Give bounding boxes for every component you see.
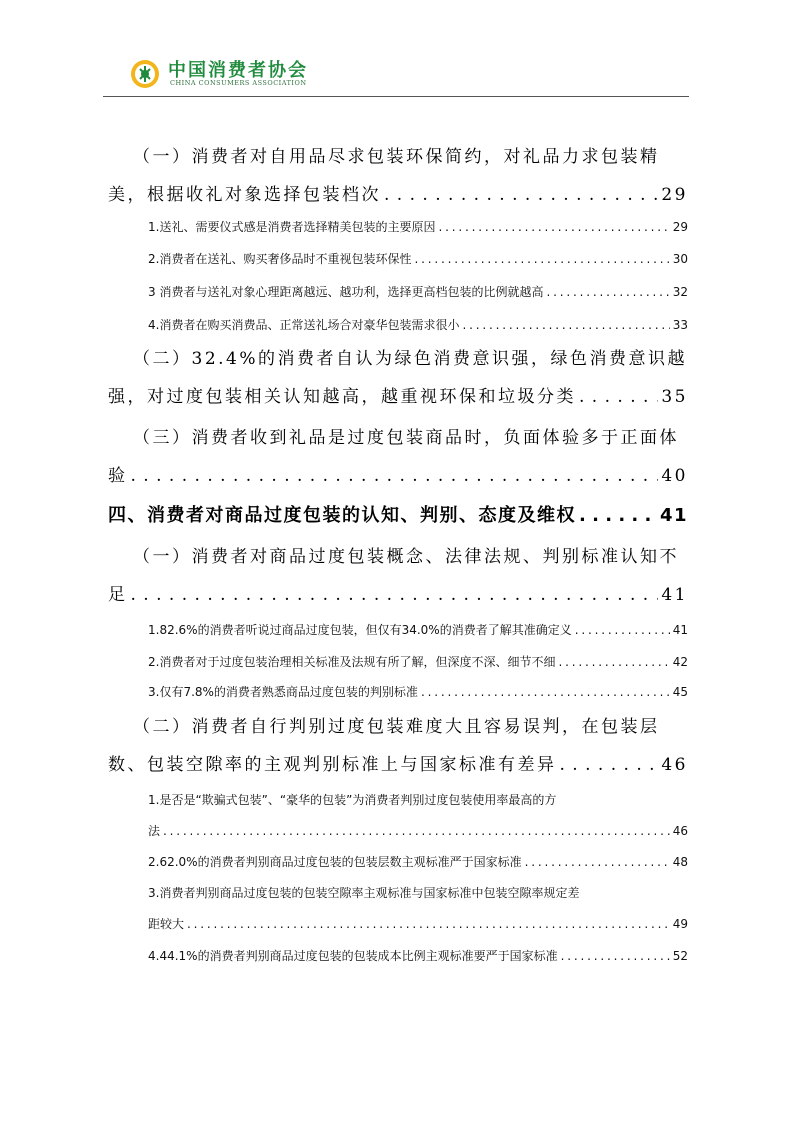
toc-page-number: 42 <box>672 655 688 669</box>
dot-leader <box>575 623 670 637</box>
dot-leader <box>579 387 658 407</box>
toc-entry-label: 1.82.6%的消费者听说过商品过度包装，但仅有34.0%的消费者了解其准确定义 <box>148 623 572 637</box>
toc-subentry[interactable] <box>148 621 688 638</box>
toc-chapter-4[interactable] <box>108 501 688 527</box>
dot-leader <box>187 917 670 931</box>
toc-subentry[interactable] <box>148 283 688 300</box>
dot-leader <box>421 685 670 699</box>
toc-subentry[interactable] <box>148 683 688 700</box>
toc-entry-label: 3 消费者与送礼对象心理距离越远、越功利，选择更高档包装的比例就越高 <box>148 285 544 299</box>
toc-entry-3-1[interactable] <box>108 180 688 205</box>
toc-entry-3-2-line1[interactable]: （二）32.4%的消费者自认为绿色消费意识强，绿色消费意识越 <box>133 349 688 369</box>
toc-entry-4-1[interactable] <box>108 580 688 605</box>
toc-page-number: 29 <box>661 185 688 205</box>
toc-subentry[interactable] <box>148 822 688 839</box>
dot-leader <box>462 318 669 332</box>
toc-subentry-line1[interactable]: 1.是否是“欺骗式包装”、“豪华的包装”为消费者判别过度包装使用率最高的方 <box>148 793 557 807</box>
toc-page-number: 33 <box>672 318 688 332</box>
toc-entry-label: 2.消费者对于过度包装治理相关标准及法规有所了解，但深度不深、细节不细 <box>148 655 556 669</box>
toc-subentry[interactable] <box>148 316 688 333</box>
dot-leader <box>561 949 670 963</box>
toc-entry-3-2[interactable] <box>108 382 688 407</box>
toc-entry-label: 强，对过度包装相关认知越高，越重视环保和垃圾分类 <box>108 387 576 407</box>
toc-entry-label: 美，根据收礼对象选择包装档次 <box>108 185 381 205</box>
toc-entry-label: 4.消费者在购买消费品、正常送礼场合对豪华包装需求很小 <box>148 318 460 332</box>
toc-page-number: 30 <box>672 252 688 266</box>
toc-entry-label: 3.仅有7.8%的消费者熟悉商品过度包装的判别标准 <box>148 685 418 699</box>
toc-entry-4-2[interactable] <box>108 750 688 775</box>
toc-entry-label: 足 <box>108 585 128 605</box>
dot-leader <box>560 755 659 775</box>
toc-subentry[interactable] <box>148 915 688 932</box>
toc-page-number: 32 <box>672 285 688 299</box>
toc-entry-label: 4.44.1%的消费者判别商品过度包装的包装成本比例主观标准要严于国家标准 <box>148 949 558 963</box>
org-name-cn: 中国消费者协会 <box>168 60 308 81</box>
toc-page-number: 46 <box>672 824 688 838</box>
toc-page-number: 41 <box>672 623 688 637</box>
toc-page-number: 41 <box>661 585 688 605</box>
toc-entry-3-3-line1[interactable]: （三）消费者收到礼品是过度包装商品时，负面体验多于正面体 <box>133 428 679 448</box>
toc-entry-3-1-line1[interactable]: （一）消费者对自用品尽求包装环保简约，对礼品力求包装精 <box>133 147 660 167</box>
toc-entry-3-3[interactable] <box>108 461 688 486</box>
toc-page-number: 45 <box>672 685 688 699</box>
toc-entry-label: 距较大 <box>148 917 185 931</box>
dot-leader <box>414 252 669 266</box>
dot-leader <box>163 824 670 838</box>
dot-leader <box>579 505 657 526</box>
toc-entry-label: 1.送礼、需要仪式感是消费者选择精美包装的主要原因 <box>148 220 436 234</box>
toc-subentry[interactable] <box>148 250 688 267</box>
toc-page-number: 46 <box>661 755 688 775</box>
toc-entry-label: 法 <box>148 824 161 838</box>
toc-entry-label: 验 <box>108 466 128 486</box>
toc-entry-4-2-line1[interactable]: （二）消费者自行判别过度包装难度大且容易误判，在包装层 <box>133 717 660 737</box>
dot-leader <box>131 585 659 605</box>
dot-leader <box>546 285 669 299</box>
dot-leader <box>438 220 669 234</box>
dot-leader <box>384 185 658 205</box>
toc-page-number: 41 <box>659 505 688 526</box>
toc-page-number: 40 <box>661 466 688 486</box>
org-name-en: CHINA CONSUMERS ASSOCIATION <box>170 79 307 87</box>
toc-page-number: 29 <box>672 220 688 234</box>
toc-entry-label: 2.消费者在送礼、购买奢侈品时不重视包装环保性 <box>148 252 412 266</box>
toc-subentry[interactable] <box>148 653 688 670</box>
dot-leader <box>131 466 659 486</box>
toc-subentry-line1[interactable]: 3.消费者判别商品过度包装的包装空隙率主观标准与国家标准中包装空隙率规定差 <box>148 886 580 900</box>
dot-leader <box>525 855 670 869</box>
toc-page-number: 49 <box>672 917 688 931</box>
toc-subentry[interactable] <box>148 947 688 964</box>
toc-subentry[interactable] <box>148 853 688 870</box>
toc-entry-4-1-line1[interactable]: （一）消费者对商品过度包装概念、法律法规、判别标准认知不 <box>133 547 679 567</box>
toc-entry-label: 2.62.0%的消费者判别商品过度包装的包装层数主观标准严于国家标准 <box>148 855 522 869</box>
dot-leader <box>558 655 669 669</box>
toc-page-number: 52 <box>672 949 688 963</box>
toc-page-number: 48 <box>672 855 688 869</box>
toc-subentry[interactable] <box>148 218 688 235</box>
toc-page-number: 35 <box>661 387 688 407</box>
toc-entry-label: 数、包装空隙率的主观判别标准上与国家标准有差异 <box>108 755 557 775</box>
toc-entry-label: 四、消费者对商品过度包装的认知、判别、态度及维权 <box>108 505 576 526</box>
